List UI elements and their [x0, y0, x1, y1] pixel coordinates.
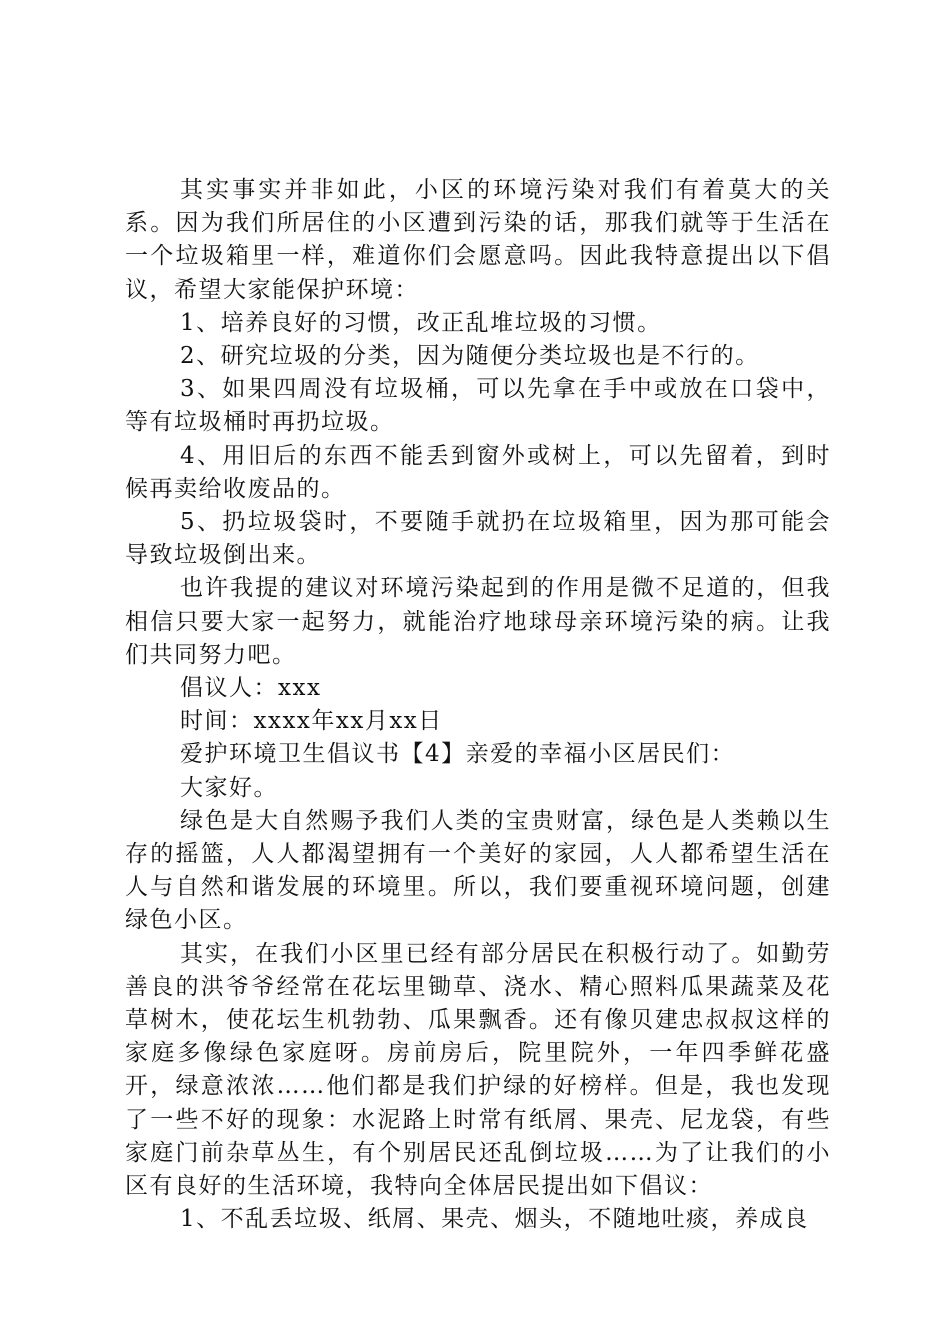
- list-item-5: 5、扔垃圾袋时，不要随手就扔在垃圾箱里，因为那可能会导致垃圾倒出来。: [125, 509, 831, 569]
- list-item-4: 4、用旧后的东西不能丢到窗外或树上，可以先留着，到时候再卖给收废品的。: [125, 442, 831, 502]
- paragraph-green: 绿色是大自然赐予我们人类的宝贵财富，绿色是人类赖以生存的摇篮，人人都渴望拥有一个美好的家园，人人都希望生活在人与自然和谐发展的环境里。所以，我们要重视环境问题，创建绿色小区。: [125, 807, 831, 934]
- list-item-1: 1、培养良好的习惯，改正乱堆垃圾的习惯。: [180, 309, 662, 336]
- greeting-line: 大家好。: [180, 774, 278, 801]
- section-heading: 爱护环境卫生倡议书【4】亲爱的幸福小区居民们：: [180, 741, 736, 768]
- date-line: 时间：xxxx年xx月xx日: [180, 708, 443, 735]
- list-item-2: 2、研究垃圾的分类，因为随便分类垃圾也是不行的。: [180, 343, 760, 370]
- document-body: [125, 174, 831, 1237]
- list-item-new-1: 1、不乱丢垃圾、纸屑、果壳、烟头，不随地吐痰，养成良: [180, 1206, 809, 1233]
- paragraph-intro: 其实事实并非如此，小区的环境污染对我们有着莫大的关系。因为我们所居住的小区遭到污染的话，那我们就等于生活在一个垃圾箱里一样，难道你们会愿意吗。因此我特意提出以下倡议，希望大家能保护环境：: [125, 177, 831, 303]
- paragraph-examples: 其实，在我们小区里已经有部分居民在积极行动了。如勤劳善良的洪爷爷经常在花坛里锄草、浇水、精心照料瓜果蔬菜及花草树木，使花坛生机勃勃、瓜果飘香。还有像贝建忠叔叔这样的家庭多像绿色家庭呀。房前房后，院里院外，一年四季鲜花盛开，绿意浓浓……他们都是我们护绿的好榜样。但是，我也发现了一些不好的现象：水泥路上时常有纸屑、果壳、尼龙袋，有些家庭门前杂草丛生，有个别居民还乱倒垃圾……为了让我们的小区有良好的生活环境，我特向全体居民提出如下倡议：: [125, 940, 831, 1200]
- paragraph-closing: 也许我提的建议对环境污染起到的作用是微不足道的，但我相信只要大家一起努力，就能治疗地球母亲环境污染的病。让我们共同努力吧。: [125, 575, 831, 668]
- initiator-line: 倡议人：xxx: [180, 675, 322, 702]
- list-item-3: 3、如果四周没有垃圾桶，可以先拿在手中或放在口袋中，等有垃圾桶时再扔垃圾。: [125, 376, 831, 436]
